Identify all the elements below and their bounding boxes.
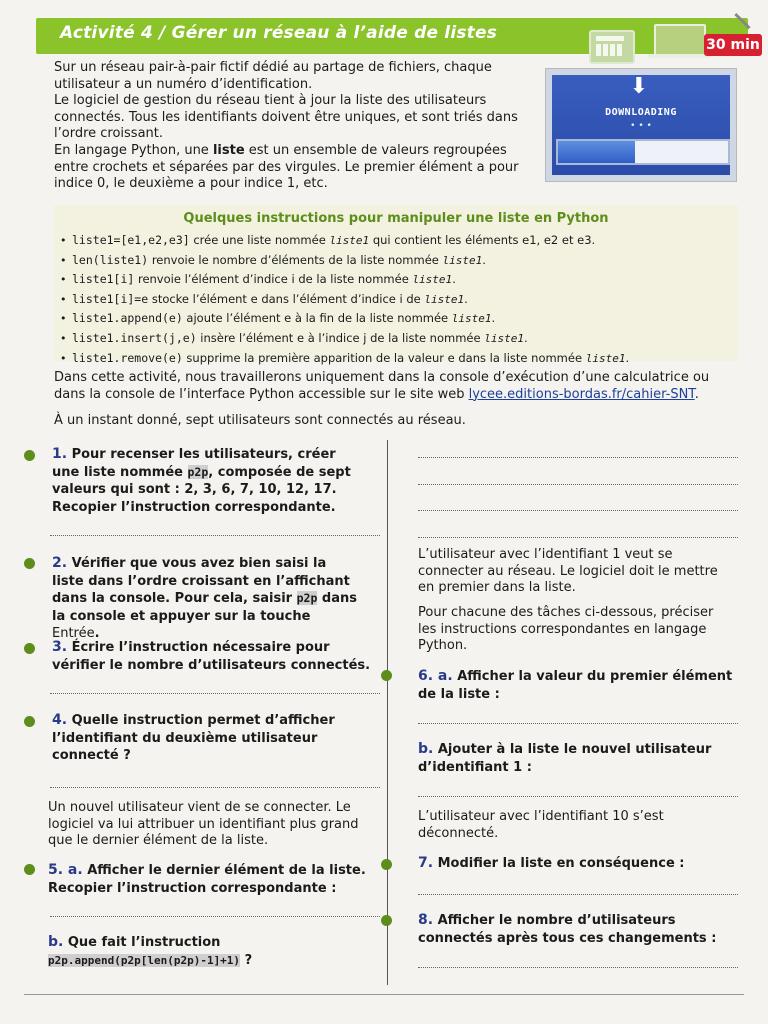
text-run: renvoie l’élément d’indice i de la liste nommée: [134, 272, 413, 287]
variable-name: liste1: [442, 253, 483, 267]
question-number: 1.: [52, 446, 68, 462]
code-snippet: liste1.remove(e): [72, 350, 183, 365]
text-run: stocke l’élément e dans l’élément d’indice i de: [148, 291, 425, 306]
text-run: insère l’élément e à l’indice j de la liste nommée: [196, 330, 485, 345]
code-p2p: p2p: [187, 464, 209, 479]
question-6a: [418, 668, 738, 703]
answer-line[interactable]: [50, 916, 380, 917]
key-name: Entrée: [52, 626, 95, 641]
question-5b: [48, 934, 378, 969]
intro-paragraph: Le logiciel de gestion du réseau tient à jour la liste des utilisateurs connectés. Tous les identifiants doivent être uniques, et sont triés dans l’ordre croissant.: [54, 93, 518, 142]
instruction-item: [60, 270, 629, 290]
text-run: ajoute l’élément e à la fin de la liste nommée: [182, 311, 452, 326]
code-snippet: liste1=[e1,e2,e3]: [72, 233, 190, 247]
text-run: dans la console et appuyer sur la touche: [52, 591, 358, 624]
text-run: supprime la première apparition de la valeur e dans la liste nommée: [182, 350, 586, 365]
laptop-icon: [648, 24, 710, 60]
text-run: Que fait l’instruction: [63, 935, 221, 950]
bullet-dot: [24, 716, 35, 727]
answer-line[interactable]: [50, 787, 380, 788]
code-snippet: len(liste1): [72, 252, 149, 267]
answer-line[interactable]: [418, 457, 738, 458]
question-number: 3.: [52, 639, 68, 655]
progress-bar-fill: [558, 141, 635, 163]
code-snippet: liste1.append(e): [72, 311, 183, 326]
bullet-dot: [381, 670, 392, 681]
text-run: Pour recenser les utilisateurs, créer une liste nommée: [52, 447, 336, 480]
bullet-icon: •: [60, 292, 67, 306]
text-run: Ajouter à la liste le nouvel utilisateur d’identifiant 1 :: [418, 742, 712, 775]
instruction-item: [60, 329, 629, 349]
question-8: [418, 912, 728, 947]
question-number: b.: [48, 934, 64, 950]
bullet-icon: •: [60, 331, 67, 345]
box-title: Quelques instructions pour manipuler une liste en Python: [183, 211, 609, 226]
question-number: 7.: [418, 855, 434, 871]
bullet-icon: •: [60, 234, 67, 247]
code-snippet: liste1[i]=e: [72, 291, 149, 306]
question-2: [52, 555, 362, 643]
bullet-icon: •: [60, 351, 67, 365]
user1-paragraph: L’utilisateur avec l’identifiant 1 veut se connecter au réseau. Le logiciel doit le mettre en premier dans la liste.: [418, 547, 718, 595]
text-run: crée une liste nommée: [189, 233, 330, 247]
variable-name: liste1: [451, 312, 492, 326]
question-number: 5. a.: [48, 862, 83, 878]
code-snippet: liste1.insert(j,e): [72, 330, 197, 345]
context-paragraph: [54, 370, 744, 403]
question-3: [52, 639, 372, 674]
answer-line[interactable]: [418, 510, 738, 511]
bullet-dot: [24, 864, 35, 875]
text-run: .: [625, 350, 630, 365]
loading-dots: • • •: [630, 121, 652, 131]
context-paragraph-2: À un instant donné, sept utilisateurs sont connectés au réseau.: [54, 413, 466, 428]
download-arrow-icon: ⬇: [629, 74, 649, 99]
calculator-icon: [589, 30, 635, 64]
code-append-expression: p2p.append(p2p[len(p2p)-1]+1): [48, 953, 241, 967]
keyword-liste: liste: [212, 142, 245, 158]
text-run: .: [694, 386, 699, 402]
text-run: En langage Python, une: [54, 142, 213, 158]
bullet-dot: [381, 859, 392, 870]
text-run: Afficher le dernier élément de la liste. Recopier l’instruction correspondante :: [48, 863, 366, 896]
text-run: qui contient les éléments e1, e2 et e3.: [369, 233, 596, 247]
text-run: .: [452, 272, 456, 287]
text-run: ?: [240, 952, 253, 968]
text-run: .: [482, 252, 486, 267]
text-run: .: [491, 311, 496, 326]
variable-name: liste1: [424, 292, 465, 306]
column-divider: [387, 440, 388, 985]
text-run: , composée de sept valeurs qui sont : 2, 3, 6, 7, 10, 12, 17. Recopier l’instruction correspondante.: [52, 464, 351, 515]
bullet-dot: [381, 915, 392, 926]
answer-line[interactable]: [50, 693, 380, 694]
text-run: Afficher la valeur du premier élément de la liste :: [418, 669, 733, 702]
python-instructions-box: [54, 205, 738, 365]
intro-text: [54, 60, 529, 193]
text-run: Vérifier que vous avez bien saisi la liste dans l’ordre croissant en l’affichant dans la console. Pour cela, saisir: [52, 556, 350, 606]
user10-paragraph: L’utilisateur avec l’identifiant 10 s’est déconnecté.: [418, 809, 664, 841]
answer-line[interactable]: [418, 894, 738, 895]
bullet-icon: •: [60, 312, 67, 326]
text-run: Écrire l’instruction nécessaire pour vérifier le nombre d’utilisateurs connectés.: [52, 640, 371, 673]
question-5a: [48, 862, 368, 897]
variable-name: liste1: [329, 234, 370, 247]
downloading-label: DOWNLOADING: [605, 107, 677, 118]
code-p2p: p2p: [296, 591, 318, 605]
activity-header: [36, 18, 748, 54]
text-run: est un ensemble de valeurs regroupées entre crochets et séparées par des virgules. Le premier élément a pour indice 0, le deuxième a pour indice 1, etc.: [54, 142, 519, 192]
variable-name: liste1: [484, 331, 524, 345]
intro-paragraph: Sur un réseau pair-à-pair fictif dédié au partage de fichiers, chaque utilisateur a un numéro d’identification.: [54, 60, 492, 92]
activity-title: Activité 4 / Gérer un réseau à l’aide de listes: [60, 23, 498, 43]
bullet-dot: [24, 450, 35, 461]
question-number: b.: [418, 741, 434, 757]
question-number: 8.: [418, 912, 434, 928]
text-run: .: [523, 330, 528, 345]
downloading-illustration: [545, 68, 737, 182]
instruction-item: [60, 290, 629, 310]
answer-line[interactable]: [418, 484, 738, 485]
code-snippet: liste1[i]: [72, 272, 135, 287]
variable-name: liste1: [585, 351, 626, 365]
tasks-paragraph: Pour chacune des tâches ci-dessous, préciser les instructions correspondantes en langage Python.: [418, 605, 714, 653]
instruction-list: [60, 231, 629, 368]
bullet-icon: •: [60, 253, 67, 267]
question-7: [418, 855, 738, 873]
answer-line[interactable]: [418, 723, 738, 724]
progress-bar: [556, 139, 730, 165]
answer-line[interactable]: [418, 967, 738, 968]
website-link[interactable]: lycee.editions-bordas.fr/cahier-SNT: [468, 386, 695, 402]
text-run: .: [94, 626, 100, 641]
answer-line[interactable]: [50, 535, 380, 536]
text-run: Afficher le nombre d’utilisateurs connectés après tous ces changements :: [418, 913, 717, 946]
text-run: Quelle instruction permet d’afficher l’identifiant du deuxième utilisateur connecté ?: [52, 713, 335, 763]
answer-line[interactable]: [418, 537, 738, 538]
question-4: [52, 712, 352, 765]
instruction-item: [60, 309, 629, 329]
bullet-dot: [24, 643, 35, 654]
answer-line[interactable]: [418, 796, 738, 797]
duration-badge: 30 min: [704, 34, 762, 56]
question-number: 6. a.: [418, 668, 453, 684]
question-6b: [418, 741, 718, 776]
question-1: [52, 446, 352, 516]
question-number: 4.: [52, 712, 68, 728]
text-run: Modifier la liste en conséquence :: [433, 856, 685, 871]
question-number: 2.: [52, 555, 68, 571]
intro-paragraph: [54, 143, 529, 193]
bullet-icon: •: [60, 273, 67, 287]
instruction-item: [60, 349, 629, 369]
text-run: .: [464, 291, 468, 306]
text-run: Dans cette activité, nous travaillerons uniquement dans la console d’exécution d’une calculatrice ou dans la console de l’interface Python accessible sur le site web: [54, 370, 710, 402]
new-user-paragraph: Un nouvel utilisateur vient de se connecter. Le logiciel va lui attribuer un identifiant plus grand que le dernier élément de la liste.: [48, 800, 359, 848]
bullet-dot: [24, 558, 35, 569]
instruction-item: [60, 231, 629, 251]
page-bottom-rule: [24, 994, 744, 995]
instruction-item: [60, 251, 629, 271]
text-run: renvoie le nombre d’éléments de la liste nommée: [148, 252, 443, 267]
variable-name: liste1: [412, 273, 453, 287]
